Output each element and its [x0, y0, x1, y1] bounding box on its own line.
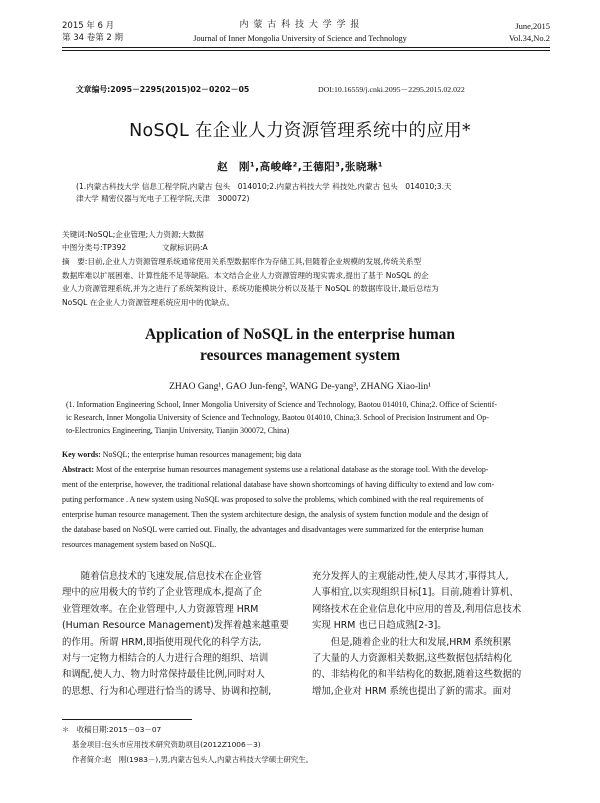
- affiliation-en-line2: ic Research, Inner Mongolia University of Science and Technology, Baotou 014010, China;3. School of Precision Instrument and Op-: [66, 413, 489, 422]
- body-left-line: 随着信息技术的飞速发展,信息技术在企业管: [62, 571, 262, 582]
- body-left-line: 和调配,使人力、物力时常保持最佳比例,同时对人: [62, 669, 265, 681]
- abstract-zh-line3: 业人力资源管理系统,并为之进行了系统架构设计、系统功能模块分析以及基于 NoSQL 的数据库设计,最后总结为: [62, 284, 439, 293]
- body-right-line: 网络技术在企业信息化中应用的普及,利用信息技术: [312, 603, 522, 615]
- abstract-en-line2: ment of the enterprise, however, the traditional relational database have shown shortcomings of having difficulty to extend and low com-: [62, 480, 495, 489]
- affiliation-zh-line1: (1.内蒙古科技大学 信息工程学院,内蒙古 包头 014010;2.内蒙古科技大学 科技处,内蒙古 包头 014010;3.天: [76, 182, 452, 191]
- header-journal-name-zh: 内 蒙 古 科 技 大 学 学 报: [239, 20, 361, 30]
- abstract-en-label: Abstract:: [62, 465, 94, 474]
- body-left-line: 理中的应用极大的节约了企业管理成本,提高了企: [62, 587, 262, 599]
- abstract-zh-line4: NoSQL 在企业人力资源管理系统应用中的优缺点。: [62, 298, 235, 307]
- header-month-en: June,2015: [515, 21, 550, 31]
- header-volume-issue: 第 34 卷第 2 期: [62, 33, 124, 43]
- abstract-zh-line1: 摘 要:目前,企业人力资源管理系统通常使用关系型数据库作为存储工具,但随着企业规模的发展,传统关系型: [62, 257, 422, 266]
- body-right-line: 增加,企业对 HRM 系统也提出了新的需求。面对: [312, 685, 512, 697]
- header-rule-bottom: [62, 50, 550, 51]
- body-column-left: [62, 569, 294, 700]
- header-volume-en: Vol.34,No.2: [508, 33, 550, 43]
- authors-zh: 赵 刚¹,高峻峰²,王德阳³,张晓琳¹: [217, 161, 383, 173]
- body-left-line: 的作用。所谓 HRM,即指使用现代化的科学方法,: [62, 636, 262, 648]
- keywords-en-label: Key words:: [62, 450, 101, 459]
- body-right-line: 了大量的人力资源相关数据,这些数据包括结构化: [312, 653, 512, 665]
- affiliation-en-line1: (1. Information Engineering School, Inner Mongolia University of Science and Technology, Baotou 014010, China;2. Office of Scientif-: [66, 400, 497, 409]
- footnote-rule: [62, 719, 192, 720]
- title-zh: NoSQL 在企业人力资源管理系统中的应用*: [129, 121, 471, 141]
- header-journal-name-en: Journal of Inner Mongolia University of Science and Technology: [193, 34, 407, 43]
- abstract-en-line4: enterprise human resource management. Then the system architecture design, the analysis of system function module and the design of: [62, 510, 489, 519]
- doi: DOI:10.16559/j.cnki.2095－2295.2015.02.022: [318, 85, 465, 94]
- header-date: 2015 年 6 月: [62, 21, 115, 31]
- footnote-received-date: ＊ 收稿日期:2015－03－07: [62, 725, 162, 734]
- authors-en: ZHAO Gang¹, GAO Jun-feng², WANG De-yang³, ZHANG Xiao-lin¹: [169, 382, 431, 392]
- abstract-en-text-1: Most of the enterprise human resources management systems use a relational database as the storage tool. With the develop-: [95, 465, 489, 474]
- abstract-en-line5: the database based on NoSQL were carried out. Finally, the advantages and disadvantages were summarized for the enterprise human: [62, 525, 484, 534]
- clc-number: 中图分类号:TP392: [62, 243, 127, 252]
- abstract-en-line3: puting performance . A new system using NoSQL was proposed to solve the problems, which combined with the real requirements of: [62, 495, 484, 504]
- body-left-line: 的思想、行为和心理进行恰当的诱导、协调和控制,: [62, 685, 272, 697]
- body-right-line: 实现 HRM 也已日趋成熟[2-3]。: [312, 620, 447, 632]
- footnote-fund: 基金项目:包头市应用技术研究资助项目(2012Z1006－3): [72, 740, 261, 749]
- affiliation-zh-line2: 津大学 精密仪器与光电子工程学院,天津 300072): [76, 194, 250, 203]
- body-left-line: 对与一定物力相结合的人力进行合理的组织、培训: [62, 653, 269, 665]
- footnote-author-bio: 作者简介:赵 刚(1983－),男,内蒙古包头人,内蒙古科技大学硕士研究生。: [72, 755, 314, 764]
- body-column-right: [312, 569, 544, 700]
- title-en-line2: resources management system: [199, 347, 401, 364]
- abstract-en-line6: resources management system based on NoSQL.: [62, 540, 217, 549]
- abstract-en-line1: [62, 464, 488, 476]
- abstract-zh-line2: 数据库难以扩展困难、计算性能不足等缺陷。本文结合企业人力资源管理的现实需求,提出了基于 NoSQL 的企: [62, 271, 429, 280]
- title-en-line1: Application of NoSQL in the enterprise human: [144, 326, 456, 343]
- keywords-en: [62, 449, 301, 461]
- header-rule-top: [62, 47, 550, 48]
- body-right-line: 人事相宜,以实现组织目标[1]。目前,随着计算机、: [312, 587, 519, 599]
- body-right-line: 充分发挥人的主观能动性,使人尽其才,事得其人,: [312, 571, 509, 582]
- document-code: 文献标识码:A: [162, 243, 208, 252]
- affiliation-en-line3: to-Electronics Engineering, Tianjin University, Tianjin 300072, China): [66, 426, 290, 435]
- body-right-line: 但是,随着企业的壮大和发展,HRM 系统积累: [312, 636, 512, 648]
- body-right-line: 的、非结构化的和半结构化的数据,随着这些数据的: [312, 669, 522, 681]
- body-left-line: (Human Resource Management)发挥着越来越重要: [62, 620, 289, 632]
- article-number: 文章编号:2095－2295(2015)02－0202－05: [76, 85, 250, 94]
- keywords-en-text: NoSQL; the enterprise human resources management; big data: [102, 450, 302, 459]
- body-left-line: 业管理效率。在企业管理中,人力资源管理 HRM: [62, 603, 259, 615]
- keywords-zh: 关键词:NoSQL;企业管理;人力资源;大数据: [62, 230, 204, 239]
